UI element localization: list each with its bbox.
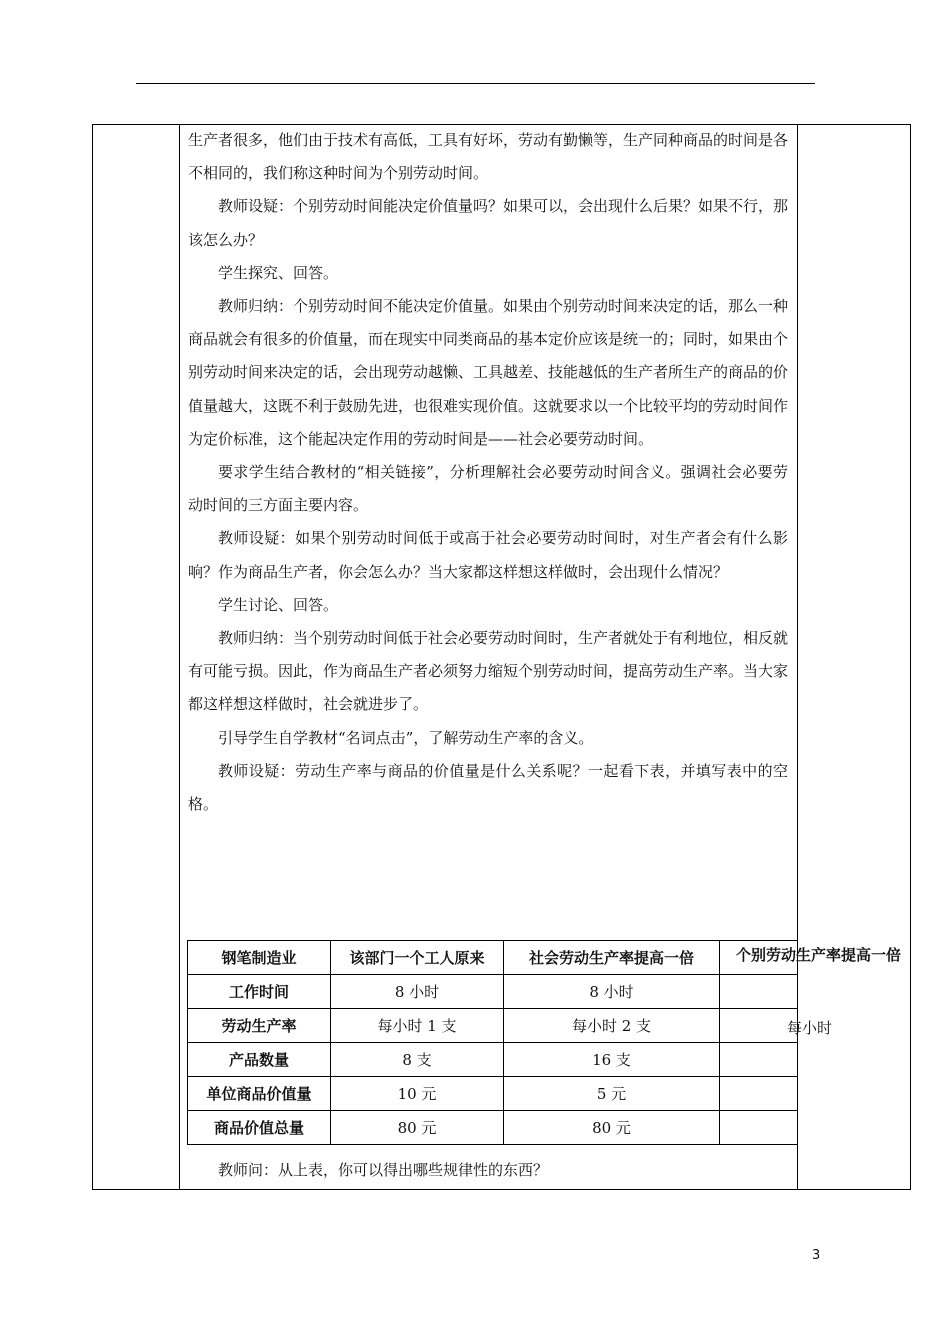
cell-social: 8 小时	[504, 975, 720, 1009]
cell-social: 16 支	[504, 1043, 720, 1077]
cell-original: 8 支	[331, 1043, 504, 1077]
header-individual: 个别劳动生产率提高一倍	[736, 946, 902, 964]
cell-social: 80 元	[504, 1111, 720, 1145]
column-divider-left	[179, 125, 180, 1189]
cell-individual[interactable]	[720, 1009, 798, 1043]
cell-original: 8 小时	[331, 975, 504, 1009]
productivity-table	[187, 940, 798, 1145]
row-label: 单位商品价值量	[188, 1077, 331, 1111]
paragraph: 教师设疑：个别劳动时间能决定价值量吗？如果可以，会出现什么后果？如果不行，那该怎么办？	[188, 197, 789, 249]
paragraph: 教师归纳：个别劳动时间不能决定价值量。如果由个别劳动时间来决定的话，那么一种商品就会有很多的价值量，而在现实中同类商品的基本定价应该是统一的；同时，如果由个别劳动时间来决定的话，会出现劳动越懒、工具越差、技能越低的生产者所生产的商品的价值量越大，这既不利于鼓励先进，也很难实现价值。这就要求以一个比较平均的劳动时间作为定价标准，这个能起决定作用的劳动时间是——社会必要劳动时间。	[188, 297, 789, 448]
page-number: 3	[812, 1248, 821, 1263]
paragraph: 要求学生结合教材的“相关链接”，分析理解社会必要劳动时间含义。强调社会必要劳动时间的三方面主要内容。	[188, 463, 788, 515]
table-header-row	[188, 941, 798, 975]
row-label: 劳动生产率	[188, 1009, 331, 1043]
table-row	[188, 1077, 798, 1111]
paragraph: 学生探究、回答。	[218, 263, 339, 282]
table-row	[188, 1009, 798, 1043]
cell-social: 每小时 2 支	[504, 1009, 720, 1043]
cell-individual[interactable]	[720, 975, 798, 1009]
header-original: 该部门一个工人原来	[331, 941, 504, 975]
closing-question: 教师问：从上表，你可以得出哪些规律性的东西？	[218, 1161, 549, 1179]
table-row	[188, 1043, 798, 1077]
paragraph: 生产者很多，他们由于技术有高低，工具有好坏，劳动有勤懒等，生产同种商品的时间是各不相同的，我们称这种时间为个别劳动时间。	[188, 131, 789, 183]
cell-original: 每小时 1 支	[331, 1009, 504, 1043]
cell-original: 80 元	[331, 1111, 504, 1145]
row-label: 商品价值总量	[188, 1111, 331, 1145]
paragraph: 教师归纳：当个别劳动时间低于社会必要劳动时间时，生产者就处于有利地位，相反就有可能亏损。因此，作为商品生产者必须努力缩短个别劳动时间，提高劳动生产率。当大家都这样想这样做时，社会就进步了。	[188, 629, 789, 714]
table-row	[188, 975, 798, 1009]
cell-individual[interactable]	[720, 1077, 798, 1111]
table-row	[188, 1111, 798, 1145]
header-industry: 钢笔制造业	[188, 941, 331, 975]
header-social: 社会劳动生产率提高一倍	[504, 941, 720, 975]
cell-individual[interactable]	[720, 1111, 798, 1145]
cell-individual-productivity: 每小时	[787, 1019, 833, 1037]
row-label: 产品数量	[188, 1043, 331, 1077]
paragraph: 教师设疑：劳动生产率与商品的价值量是什么关系呢？一起看下表，并填写表中的空格。	[188, 761, 788, 814]
cell-social: 5 元	[504, 1077, 720, 1111]
paragraph: 教师设疑：如果个别劳动时间低于或高于社会必要劳动时间时，对生产者会有什么影响？作为商品生产者，你会怎么办？当大家都这样想这样做时，会出现什么情况？	[188, 529, 788, 581]
cell-original: 10 元	[331, 1077, 504, 1111]
cell-individual[interactable]	[720, 1043, 798, 1077]
paragraph: 引导学生自学教材“名词点击”，了解劳动生产率的含义。	[218, 728, 594, 747]
header-rule	[136, 83, 815, 84]
paragraph: 学生讨论、回答。	[218, 595, 339, 614]
row-label: 工作时间	[188, 975, 331, 1009]
